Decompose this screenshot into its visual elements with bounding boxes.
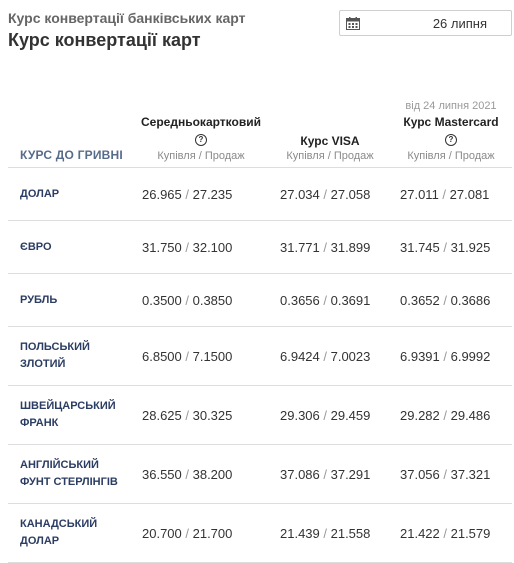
sell-rate: 7.0023: [330, 348, 371, 364]
buy-rate: 0.3500: [142, 292, 182, 308]
sell-rate: 27.058: [330, 186, 371, 202]
sell-rate: 21.700: [192, 525, 233, 541]
page-title: Курс конвертації карт: [8, 30, 201, 50]
buy-rate: 21.422: [400, 525, 440, 541]
buy-rate: 20.700: [142, 525, 182, 541]
currency-name: АНГЛІЙСЬКИЙ ФУНТ СТЕРЛІНГІВ: [8, 445, 132, 504]
column-subtitle: Купівля / Продаж: [157, 150, 245, 162]
rate-separator: /: [439, 239, 451, 255]
sell-rate: 21.579: [450, 525, 491, 541]
sell-rate: 38.200: [192, 466, 233, 482]
page-pretitle: Курс конвертації банківських карт: [8, 10, 246, 26]
rate-separator: /: [181, 348, 193, 364]
rate-separator: /: [319, 292, 331, 308]
rate-separator: /: [319, 466, 331, 482]
currency-column-header: КУРС ДО ГРИВНІ: [8, 92, 132, 168]
currency-name: ДОЛАР: [8, 168, 132, 221]
sell-rate: 31.899: [330, 239, 371, 255]
rate-cell: [390, 445, 512, 504]
rate-separator: /: [319, 525, 331, 541]
date-picker[interactable]: [339, 10, 512, 36]
table-row: [8, 386, 512, 445]
rate-cell: [270, 221, 390, 274]
table-row: [8, 168, 512, 221]
currency-name: КАНАДСЬКИЙ ДОЛАР: [8, 504, 132, 563]
rate-separator: /: [439, 466, 451, 482]
column-title: Середньокартковий: [141, 115, 261, 129]
buy-rate: 27.034: [280, 186, 320, 202]
buy-rate: 37.086: [280, 466, 320, 482]
table-row: [8, 221, 512, 274]
rate-separator: /: [181, 466, 193, 482]
column-header-visa: [270, 92, 390, 168]
buy-rate: 0.3656: [280, 292, 320, 308]
rate-cell: [270, 274, 390, 327]
table-row: [8, 327, 512, 386]
buy-rate: 29.282: [400, 407, 440, 423]
sell-rate: 37.321: [450, 466, 491, 482]
sell-rate: 0.3686: [450, 292, 491, 308]
rate-separator: /: [319, 348, 331, 364]
buy-rate: 0.3652: [400, 292, 440, 308]
column-header-average: [132, 92, 270, 168]
calendar-icon: [346, 17, 360, 30]
rate-cell: [132, 445, 270, 504]
buy-rate: 6.9424: [280, 348, 320, 364]
date-value: 26 липня: [432, 16, 487, 31]
rate-cell: [270, 386, 390, 445]
rate-cell: [390, 386, 512, 445]
rate-cell: [132, 504, 270, 563]
rate-separator: /: [319, 407, 331, 423]
buy-rate: 27.011: [400, 186, 439, 202]
sell-rate: 29.459: [330, 407, 371, 423]
rate-cell: [390, 504, 512, 563]
rate-cell: [132, 274, 270, 327]
rate-cell: [132, 168, 270, 221]
buy-rate: 29.306: [280, 407, 320, 423]
buy-rate: 37.056: [400, 466, 440, 482]
rate-separator: /: [439, 525, 451, 541]
rate-separator: /: [438, 186, 450, 202]
buy-rate: 31.745: [400, 239, 440, 255]
rate-separator: /: [181, 525, 193, 541]
column-subtitle: Купівля / Продаж: [286, 150, 374, 162]
rate-cell: [270, 327, 390, 386]
buy-rate: 6.9391: [400, 348, 440, 364]
rate-separator: /: [181, 292, 193, 308]
sell-rate: 27.081: [449, 186, 490, 202]
column-subtitle: Купівля / Продаж: [407, 150, 495, 162]
table-row: [8, 274, 512, 327]
rate-cell: [132, 221, 270, 274]
column-header-mastercard: [390, 92, 512, 168]
sell-rate: 32.100: [192, 239, 233, 255]
sell-rate: 6.9992: [450, 348, 491, 364]
sell-rate: 37.291: [330, 466, 371, 482]
column-date-note: від 24 липня 2021: [405, 100, 497, 112]
rate-separator: /: [439, 407, 451, 423]
rate-cell: [132, 386, 270, 445]
table-row: [8, 445, 512, 504]
rate-cell: [390, 274, 512, 327]
buy-rate: 31.750: [142, 239, 182, 255]
buy-rate: 26.965: [142, 186, 182, 202]
sell-rate: 21.558: [330, 525, 371, 541]
rate-cell: [270, 168, 390, 221]
table-header-row: [8, 92, 512, 168]
sell-rate: 27.235: [192, 186, 233, 202]
column-title: Курс Mastercard: [403, 115, 499, 129]
rate-separator: /: [319, 186, 331, 202]
sell-rate: 31.925: [450, 239, 491, 255]
rate-cell: [390, 327, 512, 386]
sell-rate: 0.3691: [330, 292, 371, 308]
currency-name: ПОЛЬСЬКИЙ ЗЛОТИЙ: [8, 327, 132, 386]
column-title: Курс VISA: [300, 134, 360, 148]
currency-name: ЄВРО: [8, 221, 132, 274]
rate-cell: [390, 168, 512, 221]
info-icon[interactable]: ?: [195, 134, 207, 146]
rates-table: [8, 92, 512, 563]
rate-cell: [390, 221, 512, 274]
currency-name: ШВЕЙЦАРСЬКИЙ ФРАНК: [8, 386, 132, 445]
sell-rate: 0.3850: [192, 292, 233, 308]
buy-rate: 21.439: [280, 525, 320, 541]
rate-separator: /: [181, 186, 193, 202]
sell-rate: 7.1500: [192, 348, 233, 364]
buy-rate: 36.550: [142, 466, 182, 482]
rate-separator: /: [181, 239, 193, 255]
info-icon[interactable]: ?: [445, 134, 457, 146]
table-row: [8, 504, 512, 563]
rate-separator: /: [439, 292, 451, 308]
buy-rate: 6.8500: [142, 348, 182, 364]
sell-rate: 29.486: [450, 407, 491, 423]
rate-cell: [270, 504, 390, 563]
buy-rate: 31.771: [280, 239, 320, 255]
rate-separator: /: [439, 348, 451, 364]
rate-separator: /: [319, 239, 331, 255]
currency-name: РУБЛЬ: [8, 274, 132, 327]
rate-cell: [270, 445, 390, 504]
sell-rate: 30.325: [192, 407, 233, 423]
rate-separator: /: [181, 407, 193, 423]
buy-rate: 28.625: [142, 407, 182, 423]
rate-cell: [132, 327, 270, 386]
